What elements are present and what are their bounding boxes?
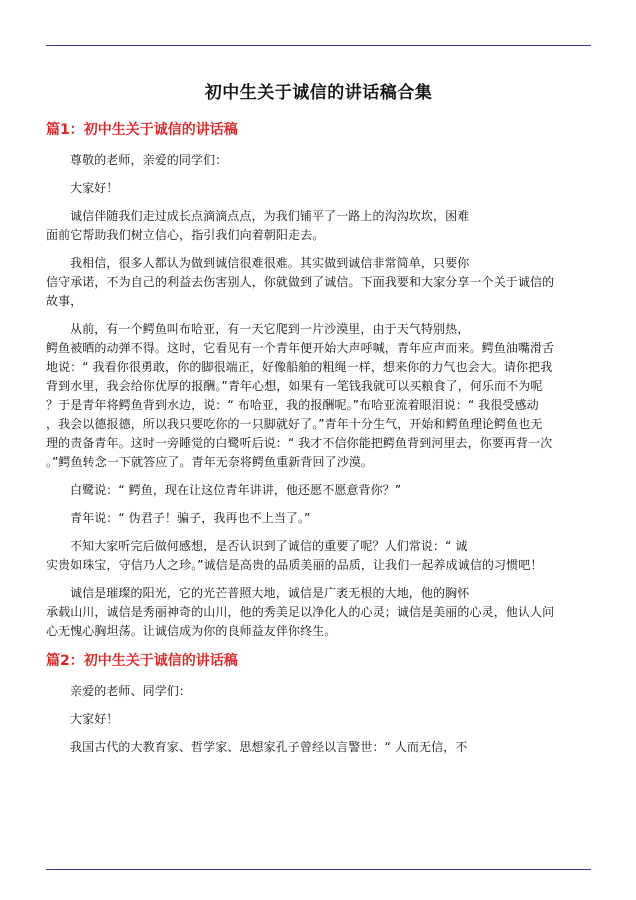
paragraph-line: 面前它帮助我们树立信心，指引我们向着朝阳走去。: [46, 228, 325, 242]
paragraph-line: 地说：“ 我看你很勇敢，你的脚很端正，好像船舶的粗绳一样，想来你的力气也会大。请你把我: [46, 360, 553, 374]
paragraph-line: 尊敬的老师，亲爱的同学们：: [70, 153, 228, 167]
paragraph: [46, 481, 591, 500]
paragraph-line: 诚信伴随我们走过成长点滴滴点点，为我们铺平了一路上的沟沟坎坎，困难: [70, 209, 470, 223]
paragraph-line: ，我会以德报德，所以我只要吃你的一只脚就好了。”青年十分生气，开始和鳄鱼理论鳄鱼也无: [46, 417, 543, 431]
paragraph: [46, 584, 591, 641]
paragraph: [46, 320, 591, 472]
paragraph: [46, 738, 591, 757]
paragraph-line: 大家好！: [70, 712, 119, 726]
paragraph-line: 大家好！: [70, 181, 119, 195]
paragraph: [46, 682, 591, 701]
paragraph: [46, 710, 591, 729]
paragraph-line: 诚信是璀璨的阳光，它的光芒普照大地，诚信是广袤无根的大地，他的胸怀: [70, 586, 470, 600]
paragraph: [46, 151, 591, 170]
paragraph-line: 。”鳄鱼转念一下就答应了。青年无奈将鳄鱼重新背回了沙漠。: [46, 455, 374, 469]
paragraph-line: 我国古代的大教育家、哲学家、思想家孔子曾经以言警世：“ 人而无信，不: [70, 740, 468, 754]
paragraph-line: 青年说：“ 伪君子！骗子，我再也不上当了。”: [70, 511, 311, 525]
sections-container: [46, 119, 591, 757]
document-body: [46, 78, 591, 766]
paragraph-line: 实贵如珠宝，守信乃人之珍。”诚信是高贵的品质美丽的品质，让我们一起养成诚信的习惯吧！: [46, 558, 543, 572]
paragraph: [46, 509, 591, 528]
footer-rule: [46, 869, 591, 870]
document-title: 初中生关于诚信的讲话稿合集: [204, 83, 433, 103]
section-heading: 篇1：初中生关于诚信的讲话稿: [46, 122, 238, 138]
paragraph-line: 我相信，很多人都认为做到诚信很难很难。其实做到诚信非常简单，只要你: [70, 256, 470, 270]
paragraph: [46, 254, 591, 311]
paragraph: [46, 207, 591, 245]
paragraph-line: 不知大家听完后做何感想，是否认识到了诚信的重要了呢？人们常说：“ 诚: [70, 539, 468, 553]
paragraph-line: 背到水里，我会给你优厚的报酬。”青年心想，如果有一笔钱我就可以买粮食了，何乐而不为呢: [46, 379, 543, 393]
paragraph: [46, 537, 591, 575]
paragraph-line: 信守承诺，不为自己的利益去伤害别人，你就做到了诚信。下面我要和大家分享一个关于诚信的: [46, 275, 555, 289]
paragraph-line: 白鹭说：“ 鳄鱼，现在让这位青年讲讲，他还愿不愿意背你？”: [70, 483, 402, 497]
paragraph-line: 从前，有一个鳄鱼叫布哈亚，有一天它爬到一片沙漠里，由于天气特别热，: [70, 322, 470, 336]
section-heading: 篇2：初中生关于诚信的讲话稿: [46, 653, 238, 669]
paragraph-line: 鳄鱼被晒的动弹不得。这时，它看见有一个青年便开始大声呼喊，青年应声而来。鳄鱼油嘴滑舌: [46, 341, 555, 355]
paragraph-line: 心无愧心胸坦荡。让诚信成为你的良师益友伴你终生。: [46, 624, 337, 638]
paragraph-line: 亲爱的老师、同学们：: [70, 684, 192, 698]
paragraph-line: 故事，: [46, 294, 83, 308]
paragraph-line: ？于是青年将鳄鱼背到水边，说：“ 布哈亚，我的报酬呢。”布哈亚流着眼泪说：“ 我很受感动: [46, 398, 539, 412]
paragraph-line: 理的责备青年。这时一旁睡觉的白鹭听后说：“ 我才不信你能把鳄鱼背到河里去，你要再背一次: [46, 436, 553, 450]
paragraph-line: 承载山川，诚信是秀丽神奇的山川，他的秀美足以净化人的心灵；诚信是美丽的心灵，他认人问: [46, 605, 555, 619]
header-rule: [46, 45, 591, 46]
paragraph: [46, 179, 591, 198]
